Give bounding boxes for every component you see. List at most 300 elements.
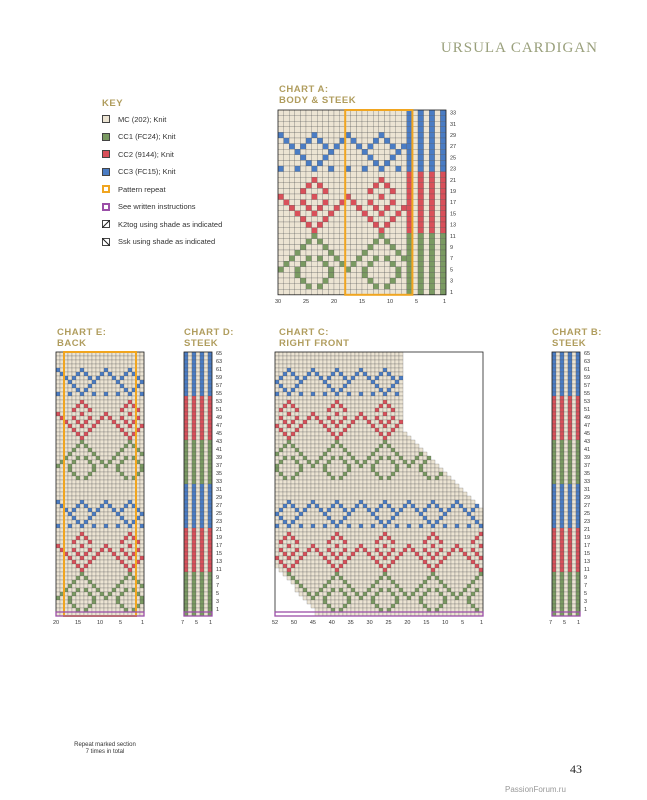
stitch-cell — [68, 416, 72, 420]
stitch-cell — [196, 544, 200, 548]
stitch-cell — [120, 388, 124, 392]
stitch-cell — [327, 436, 331, 440]
stitch-cell — [423, 544, 427, 548]
stitch-cell — [419, 544, 423, 548]
stitch-cell — [192, 436, 196, 440]
stitch-cell — [192, 596, 196, 600]
stitch-cell — [92, 428, 96, 432]
stitch-cell — [278, 183, 284, 189]
stitch-cell — [323, 284, 329, 290]
row-number-label: 43 — [216, 439, 223, 445]
stitch-cell — [188, 404, 192, 408]
stitch-cell — [367, 468, 371, 472]
chart-a-title — [279, 84, 356, 106]
stitch-cell — [371, 456, 375, 460]
stitch-cell — [395, 428, 399, 432]
stitch-cell — [56, 408, 60, 412]
stitch-cell — [192, 572, 196, 576]
stitch-cell — [96, 464, 100, 468]
stitch-cell — [415, 528, 419, 532]
stitch-cell — [415, 508, 419, 512]
stitch-cell — [56, 516, 60, 520]
stitch-cell — [379, 504, 383, 508]
stitch-cell — [395, 448, 399, 452]
stitch-cell — [279, 512, 283, 516]
stitch-cell — [56, 600, 60, 604]
stitch-cell — [407, 524, 411, 528]
stitch-cell — [384, 250, 390, 256]
stitch-cell — [295, 424, 299, 428]
stitch-cell — [80, 488, 84, 492]
stitch-cell — [440, 110, 446, 116]
stitch-cell — [391, 404, 395, 408]
stitch-cell — [359, 460, 363, 464]
stitch-cell — [391, 436, 395, 440]
stitch-cell — [307, 440, 311, 444]
stitch-cell — [379, 166, 385, 172]
stitch-cell — [84, 472, 88, 476]
stitch-cell — [347, 456, 351, 460]
stitch-cell — [299, 540, 303, 544]
stitch-cell — [334, 233, 340, 239]
stitch-cell — [88, 556, 92, 560]
stitch-cell — [399, 536, 403, 540]
stitch-cell — [192, 484, 196, 488]
stitch-cell — [140, 396, 144, 400]
stitch-cell — [96, 372, 100, 376]
stitch-cell — [367, 528, 371, 532]
stitch-cell — [415, 480, 419, 484]
stitch-cell — [275, 384, 279, 388]
stitch-cell — [319, 392, 323, 396]
stitch-cell — [411, 524, 415, 528]
stitch-cell — [88, 508, 92, 512]
stitch-cell — [200, 544, 204, 548]
stitch-cell — [275, 388, 279, 392]
stitch-cell — [108, 520, 112, 524]
stitch-cell — [319, 428, 323, 432]
stitch-cell — [435, 172, 441, 178]
stitch-cell — [279, 388, 283, 392]
stitch-cell — [443, 472, 447, 476]
stitch-cell — [56, 528, 60, 532]
stitch-cell — [116, 572, 120, 576]
stitch-cell — [315, 380, 319, 384]
stitch-cell — [76, 360, 80, 364]
stitch-cell — [351, 272, 357, 278]
stitch-cell — [331, 504, 335, 508]
stitch-cell — [396, 261, 402, 267]
stitch-cell — [287, 424, 291, 428]
stitch-cell — [359, 384, 363, 388]
stitch-cell — [367, 440, 371, 444]
stitch-cell — [291, 456, 295, 460]
stitch-cell — [192, 364, 196, 368]
stitch-cell — [120, 532, 124, 536]
stitch-cell — [395, 528, 399, 532]
stitch-cell — [124, 544, 128, 548]
stitch-cell — [84, 604, 88, 608]
stitch-cell — [390, 284, 396, 290]
stitch-cell — [423, 464, 427, 468]
row-number-label: 15 — [216, 551, 223, 557]
stitch-cell — [204, 568, 208, 572]
stitch-cell — [327, 388, 331, 392]
stitch-cell — [418, 160, 424, 166]
stitch-cell — [368, 272, 374, 278]
stitch-cell — [96, 520, 100, 524]
stitch-cell — [279, 436, 283, 440]
stitch-cell — [283, 392, 287, 396]
stitch-cell — [196, 588, 200, 592]
stitch-cell — [315, 408, 319, 412]
chart-d-title-line1: CHART D: — [184, 327, 234, 338]
stitch-cell — [128, 372, 132, 376]
stitch-cell — [306, 211, 312, 217]
stitch-cell — [339, 364, 343, 368]
stitch-cell — [84, 452, 88, 456]
stitch-cell — [120, 488, 124, 492]
stitch-cell — [124, 452, 128, 456]
stitch-cell — [475, 520, 479, 524]
stitch-cell — [196, 456, 200, 460]
stitch-cell — [399, 476, 403, 480]
key-item-label: K2tog using shade as indicated — [118, 219, 223, 229]
stitch-cell — [289, 211, 295, 217]
stitch-cell — [431, 468, 435, 472]
stitch-cell — [100, 376, 104, 380]
stitch-cell — [351, 412, 355, 416]
stitch-cell — [367, 372, 371, 376]
stitch-cell — [383, 364, 387, 368]
stitch-cell — [84, 436, 88, 440]
stitch-cell — [319, 440, 323, 444]
stitch-cell — [72, 444, 76, 448]
stitch-cell — [80, 456, 84, 460]
stitch-cell — [347, 528, 351, 532]
stitch-cell — [128, 492, 132, 496]
stitch-cell — [475, 508, 479, 512]
stitch-cell — [418, 149, 424, 155]
stitch-cell — [96, 448, 100, 452]
stitch-cell — [208, 392, 212, 396]
stitch-cell — [435, 472, 439, 476]
stitch-cell — [383, 436, 387, 440]
stitch-cell — [307, 524, 311, 528]
stitch-cell — [431, 540, 435, 544]
stitch-cell — [390, 155, 396, 161]
stitch-cell — [455, 492, 459, 496]
stitch-cell — [383, 352, 387, 356]
stitch-cell — [415, 512, 419, 516]
stitch-cell — [279, 472, 283, 476]
stitch-cell — [104, 600, 108, 604]
stitch-cell — [300, 261, 306, 267]
stitch-cell — [284, 278, 290, 284]
stitch-cell — [196, 380, 200, 384]
stitch-cell — [208, 580, 212, 584]
stitch-cell — [327, 480, 331, 484]
stitch-cell — [140, 424, 144, 428]
stitch-cell — [383, 488, 387, 492]
stitch-cell — [327, 520, 331, 524]
stitch-cell — [429, 166, 435, 172]
stitch-cell — [395, 352, 399, 356]
stitch-cell — [368, 261, 374, 267]
stitch-cell — [351, 233, 357, 239]
stitch-cell — [351, 516, 355, 520]
stitch-cell — [100, 428, 104, 432]
stitch-cell — [403, 432, 407, 436]
stitch-cell — [373, 144, 379, 150]
stitch-cell — [208, 376, 212, 380]
stitch-cell — [76, 492, 80, 496]
stitch-cell — [439, 532, 443, 536]
stitch-cell — [289, 138, 295, 144]
stitch-cell — [196, 512, 200, 516]
stitch-cell — [435, 524, 439, 528]
stitch-cell — [319, 456, 323, 460]
stitch-cell — [368, 172, 374, 178]
stitch-cell — [327, 464, 331, 468]
stitch-cell — [356, 261, 362, 267]
stitch-cell — [315, 352, 319, 356]
stitch-cell — [387, 352, 391, 356]
stitch-cell — [424, 160, 430, 166]
stitch-cell — [331, 420, 335, 424]
stitch-cell — [399, 460, 403, 464]
stitch-cell — [311, 396, 315, 400]
stitch-cell — [299, 368, 303, 372]
stitch-cell — [275, 352, 279, 356]
stitch-cell — [184, 508, 188, 512]
stitch-cell — [307, 404, 311, 408]
stitch-cell — [351, 144, 357, 150]
stitch-cell — [76, 584, 80, 588]
stitch-cell — [192, 352, 196, 356]
stitch-cell — [363, 356, 367, 360]
stitch-cell — [200, 372, 204, 376]
stitch-cell — [289, 110, 295, 116]
stitch-cell — [467, 544, 471, 548]
stitch-cell — [371, 388, 375, 392]
stitch-cell — [371, 384, 375, 388]
stitch-cell — [331, 356, 335, 360]
stitch-cell — [307, 528, 311, 532]
stitch-cell — [403, 532, 407, 536]
stitch-cell — [188, 516, 192, 520]
stitch-cell — [80, 476, 84, 480]
stitch-cell — [355, 436, 359, 440]
stitch-cell — [384, 149, 390, 155]
stitch-cell — [140, 548, 144, 552]
stitch-cell — [355, 528, 359, 532]
stitch-cell — [419, 496, 423, 500]
stitch-cell — [287, 456, 291, 460]
stitch-cell — [124, 436, 128, 440]
stitch-cell — [204, 392, 208, 396]
stitch-cell — [315, 484, 319, 488]
stitch-cell — [418, 284, 424, 290]
stitch-cell — [108, 492, 112, 496]
stitch-cell — [72, 468, 76, 472]
stitch-cell — [68, 572, 72, 576]
stitch-cell — [419, 532, 423, 536]
stitch-cell — [303, 524, 307, 528]
stitch-cell — [331, 460, 335, 464]
stitch-cell — [124, 396, 128, 400]
stitch-cell — [295, 250, 301, 256]
stitch-cell — [415, 504, 419, 508]
stitch-cell — [140, 428, 144, 432]
stitch-cell — [80, 536, 84, 540]
stitch-cell — [435, 484, 439, 488]
stitch-cell — [356, 144, 362, 150]
stitch-cell — [363, 392, 367, 396]
stitch-cell — [475, 512, 479, 516]
stitch-cell — [317, 160, 323, 166]
stitch-cell — [116, 536, 120, 540]
stitch-cell — [200, 392, 204, 396]
stitch-cell — [355, 488, 359, 492]
stitch-cell — [431, 536, 435, 540]
stitch-cell — [373, 205, 379, 211]
stitch-cell — [96, 392, 100, 396]
column-number-label: 10 — [387, 298, 394, 305]
stitch-cell — [479, 540, 483, 544]
stitch-cell — [335, 508, 339, 512]
stitch-cell — [435, 261, 441, 267]
row-number-label: 17 — [450, 200, 457, 207]
stitch-cell — [104, 572, 108, 576]
stitch-cell — [331, 536, 335, 540]
stitch-cell — [367, 492, 371, 496]
stitch-cell — [355, 520, 359, 524]
stitch-cell — [120, 564, 124, 568]
stitch-cell — [387, 448, 391, 452]
stitch-cell — [188, 504, 192, 508]
stitch-cell — [140, 380, 144, 384]
stitch-cell — [307, 372, 311, 376]
stitch-cell — [447, 508, 451, 512]
stitch-cell — [287, 512, 291, 516]
stitch-cell — [459, 536, 463, 540]
stitch-cell — [295, 524, 299, 528]
stitch-cell — [418, 205, 424, 211]
key-item — [102, 182, 166, 196]
stitch-cell — [80, 460, 84, 464]
stitch-cell — [373, 222, 379, 228]
stitch-cell — [339, 476, 343, 480]
stitch-cell — [359, 492, 363, 496]
stitch-cell — [424, 267, 430, 273]
stitch-cell — [72, 388, 76, 392]
stitch-cell — [435, 194, 441, 200]
stitch-cell — [188, 488, 192, 492]
stitch-cell — [196, 548, 200, 552]
stitch-cell — [379, 388, 383, 392]
stitch-cell — [335, 436, 339, 440]
stitch-cell — [196, 556, 200, 560]
stitch-cell — [467, 528, 471, 532]
stitch-cell — [120, 512, 124, 516]
stitch-cell — [411, 516, 415, 520]
stitch-cell — [335, 404, 339, 408]
stitch-cell — [68, 564, 72, 568]
stitch-cell — [363, 512, 367, 516]
stitch-cell — [311, 352, 315, 356]
stitch-cell — [407, 504, 411, 508]
stitch-cell — [295, 448, 299, 452]
stitch-cell — [124, 376, 128, 380]
stitch-cell — [88, 416, 92, 420]
stitch-cell — [440, 177, 446, 183]
stitch-cell — [112, 548, 116, 552]
stitch-cell — [108, 516, 112, 520]
stitch-cell — [463, 512, 467, 516]
stitch-cell — [208, 496, 212, 500]
stitch-cell — [399, 372, 403, 376]
stitch-cell — [100, 388, 104, 392]
stitch-cell — [396, 160, 402, 166]
stitch-cell — [140, 432, 144, 436]
stitch-cell — [319, 372, 323, 376]
stitch-cell — [379, 155, 385, 161]
stitch-cell — [351, 216, 357, 222]
stitch-cell — [188, 536, 192, 540]
stitch-cell — [124, 592, 128, 596]
stitch-cell — [84, 508, 88, 512]
stitch-cell — [120, 412, 124, 416]
stitch-cell — [363, 380, 367, 384]
stitch-cell — [373, 278, 379, 284]
stitch-cell — [315, 528, 319, 532]
stitch-cell — [429, 116, 435, 122]
stitch-cell — [351, 460, 355, 464]
stitch-cell — [319, 488, 323, 492]
stitch-cell — [331, 524, 335, 528]
stitch-cell — [124, 524, 128, 528]
stitch-cell — [351, 476, 355, 480]
stitch-cell — [327, 468, 331, 472]
stitch-cell — [112, 428, 116, 432]
stitch-cell — [427, 540, 431, 544]
stitch-cell — [128, 528, 132, 532]
stitch-cell — [128, 520, 132, 524]
stitch-cell — [307, 492, 311, 496]
stitch-cell — [192, 568, 196, 572]
stitch-cell — [371, 504, 375, 508]
stitch-cell — [76, 476, 80, 480]
stitch-cell — [315, 388, 319, 392]
stitch-cell — [68, 424, 72, 428]
stitch-cell — [88, 500, 92, 504]
stitch-cell — [303, 484, 307, 488]
stitch-cell — [356, 121, 362, 127]
stitch-cell — [104, 500, 108, 504]
stitch-cell — [328, 116, 334, 122]
stitch-cell — [112, 396, 116, 400]
stitch-cell — [435, 160, 441, 166]
stitch-cell — [96, 460, 100, 464]
stitch-cell — [140, 508, 144, 512]
stitch-cell — [295, 372, 299, 376]
stitch-cell — [395, 520, 399, 524]
stitch-cell — [275, 372, 279, 376]
stitch-cell — [196, 356, 200, 360]
chart-a-body-steek — [270, 104, 470, 314]
row-number-label: 25 — [216, 511, 223, 517]
